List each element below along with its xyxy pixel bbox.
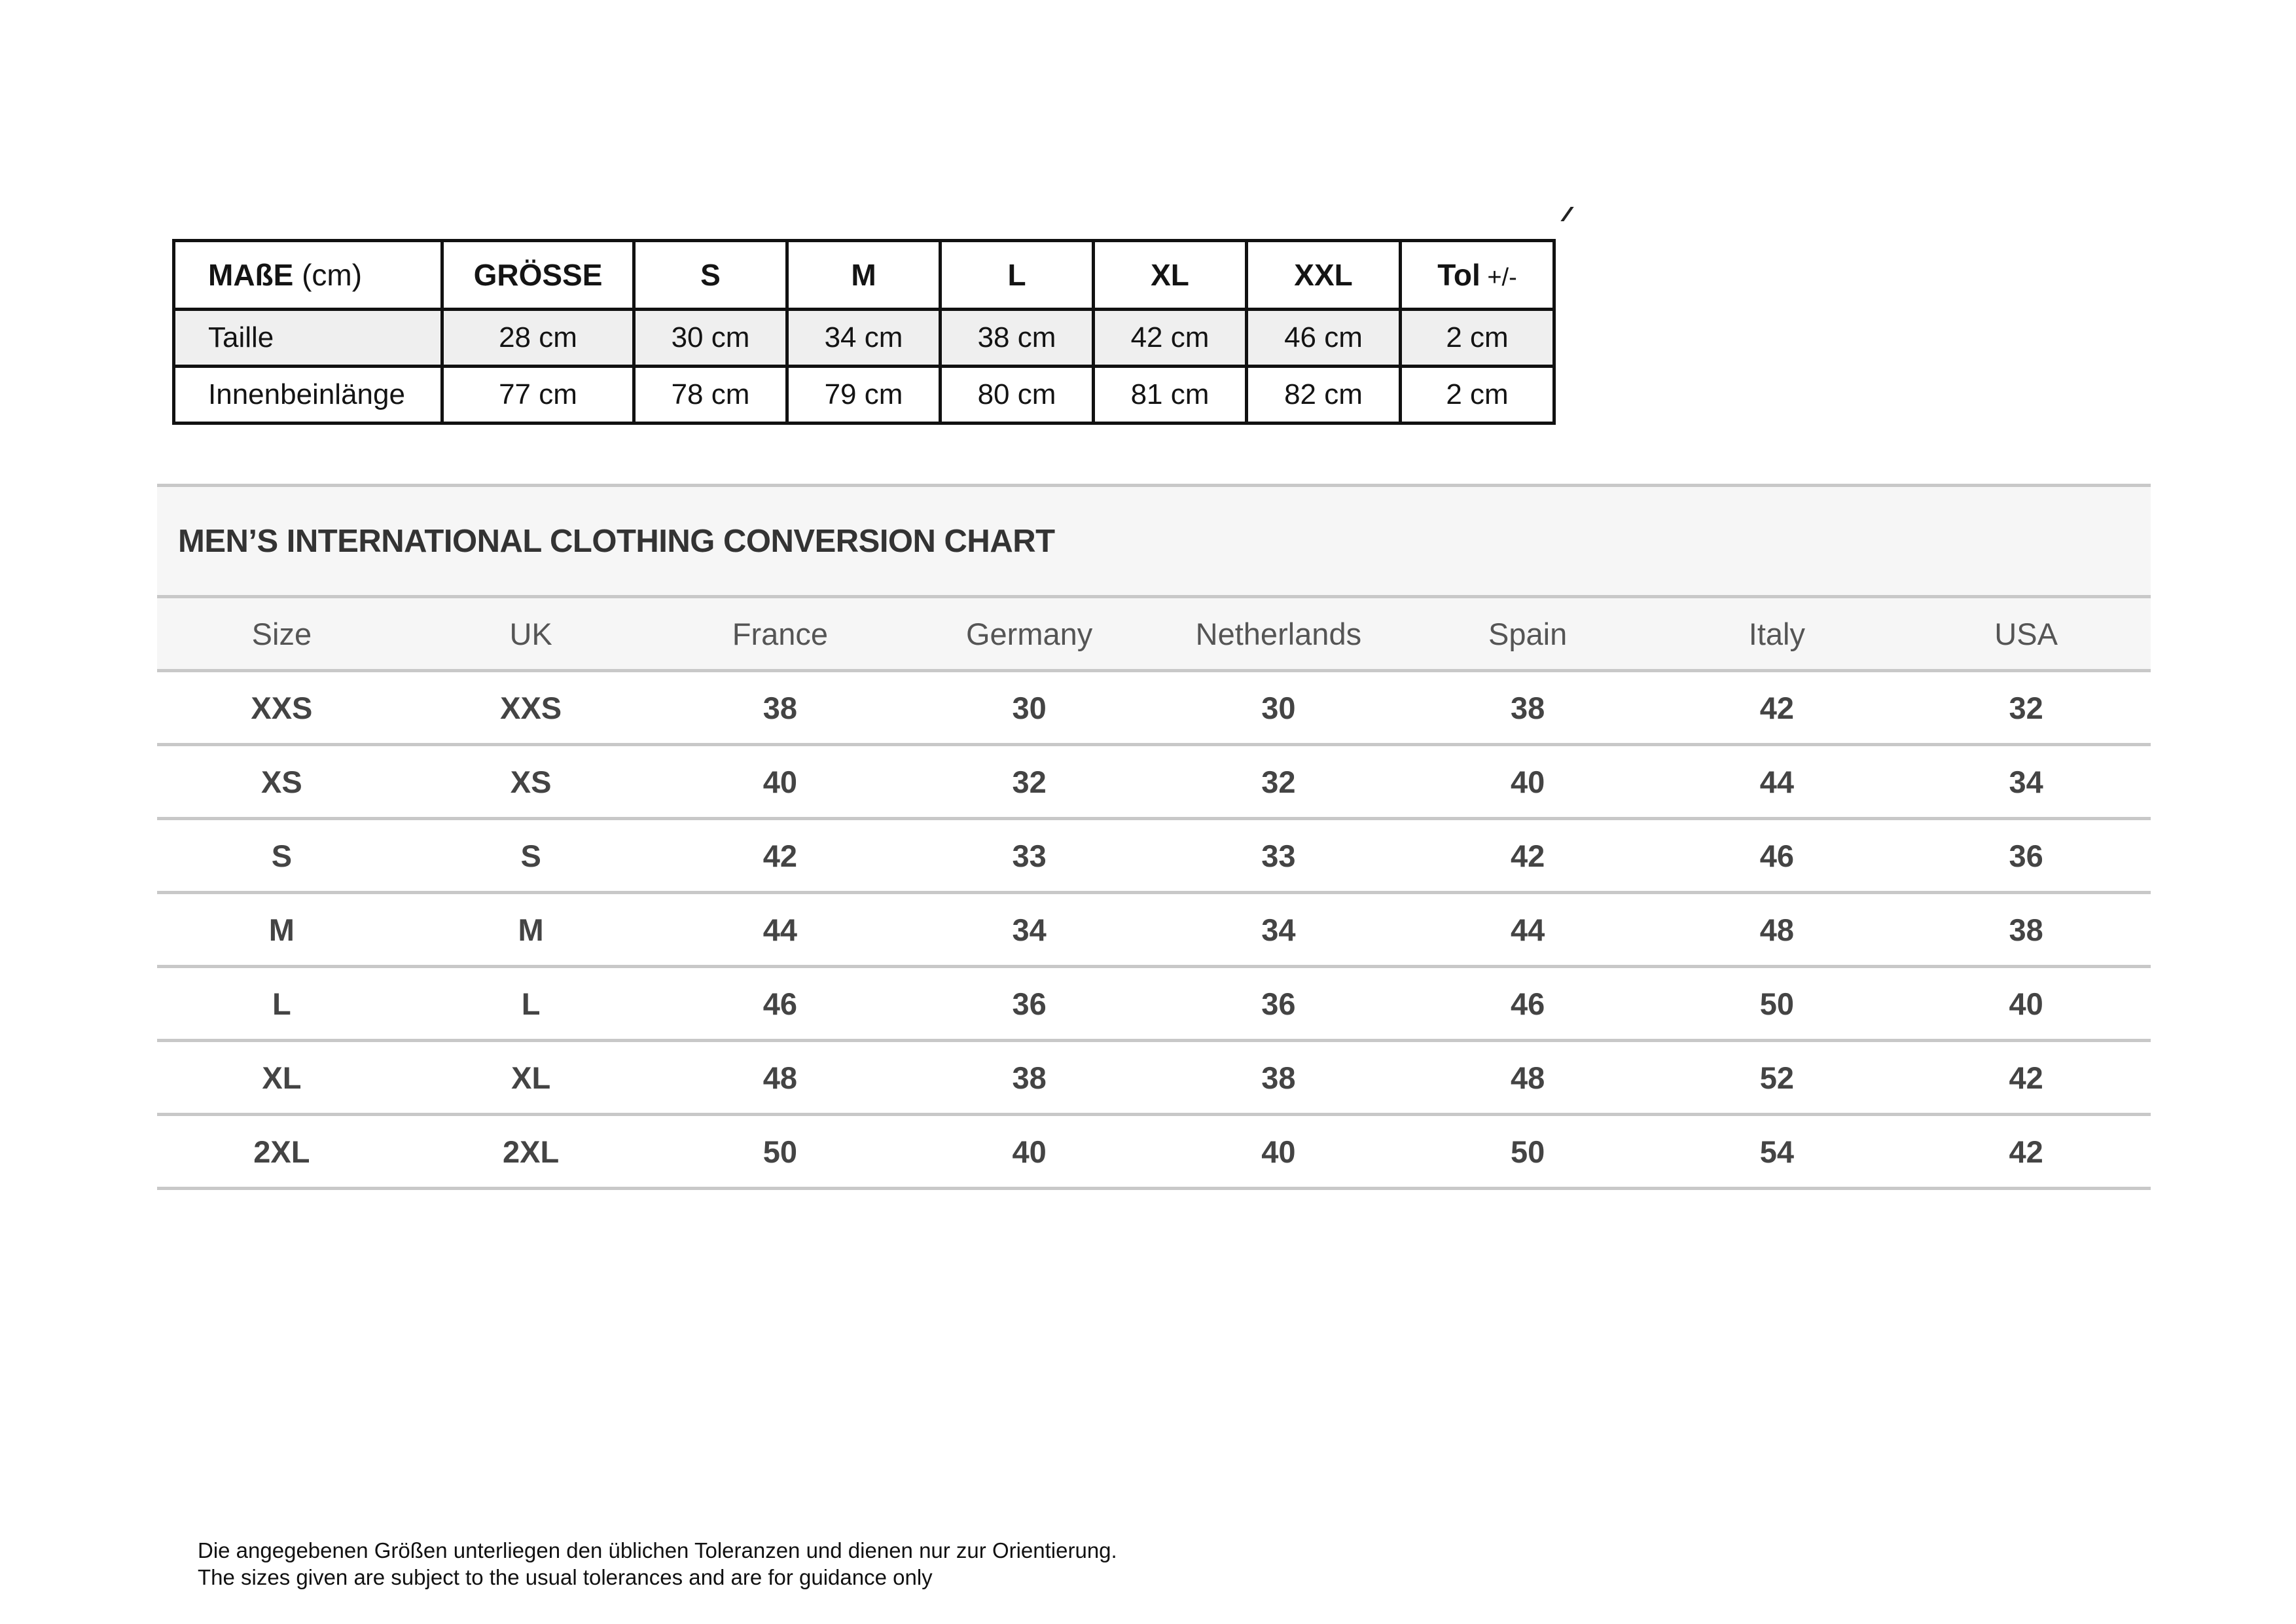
cell: XL <box>406 1041 656 1115</box>
cell: 34 <box>905 893 1154 967</box>
row-label: Innenbeinlänge <box>174 367 442 424</box>
cell: 44 <box>1403 893 1653 967</box>
table-row <box>157 671 2151 745</box>
cell: 38 <box>1403 671 1653 745</box>
cell: 36 <box>1901 819 2151 893</box>
header-size-l: L <box>941 241 1094 310</box>
measurement-row-waist <box>174 310 1554 367</box>
cell: 30 <box>1154 671 1403 745</box>
cell: 2 cm <box>1401 310 1554 367</box>
col-header-size: Size <box>157 598 406 671</box>
header-size-m: M <box>787 241 941 310</box>
col-header-spain: Spain <box>1403 598 1653 671</box>
cell: 44 <box>1653 745 1902 819</box>
conversion-chart <box>157 484 2151 1190</box>
col-header-france: France <box>656 598 905 671</box>
cell: 42 <box>1653 671 1902 745</box>
col-header-usa: USA <box>1901 598 2151 671</box>
header-measure-label <box>174 241 442 310</box>
cell: XXS <box>157 671 406 745</box>
table-row <box>157 967 2151 1041</box>
col-header-netherlands: Netherlands <box>1154 598 1403 671</box>
col-header-uk: UK <box>406 598 656 671</box>
conversion-header-row <box>157 598 2151 671</box>
col-header-germany: Germany <box>905 598 1154 671</box>
footnote <box>198 1537 1117 1591</box>
cell: 2XL <box>406 1115 656 1189</box>
cell: 50 <box>656 1115 905 1189</box>
cell: 42 <box>1901 1115 2151 1189</box>
cell: 46 <box>1403 967 1653 1041</box>
tolerance-sign: +/- <box>1480 264 1517 291</box>
cell: M <box>157 893 406 967</box>
cell: 32 <box>1901 671 2151 745</box>
cell: XS <box>157 745 406 819</box>
cell: 40 <box>1154 1115 1403 1189</box>
cell: L <box>157 967 406 1041</box>
cell: 44 <box>656 893 905 967</box>
measurement-row-inseam <box>174 367 1554 424</box>
header-tolerance <box>1401 241 1554 310</box>
cell: 46 <box>1653 819 1902 893</box>
header-size-xxl: XXL <box>1247 241 1401 310</box>
header-size-label: GRÖSSE <box>442 241 634 310</box>
cell: 38 <box>656 671 905 745</box>
cell: 34 <box>1154 893 1403 967</box>
cell: 38 <box>1901 893 2151 967</box>
measurement-header-row <box>174 241 1554 310</box>
measurement-table <box>172 239 1556 425</box>
cell: XL <box>157 1041 406 1115</box>
cell: 78 cm <box>634 367 787 424</box>
cell: 48 <box>656 1041 905 1115</box>
cell: 50 <box>1653 967 1902 1041</box>
stray-tick-mark <box>1560 207 1584 221</box>
cell: 50 <box>1403 1115 1653 1189</box>
cell: 33 <box>1154 819 1403 893</box>
conversion-table <box>157 598 2151 1190</box>
measure-label-bold: MAßE <box>208 258 294 292</box>
conversion-chart-title: MEN’S INTERNATIONAL CLOTHING CONVERSION CHART <box>178 523 1055 559</box>
cell: 33 <box>905 819 1154 893</box>
row-label: Taille <box>174 310 442 367</box>
cell: 32 <box>1154 745 1403 819</box>
cell: 42 cm <box>1094 310 1247 367</box>
footnote-german: Die angegebenen Größen unterliegen den üblichen Toleranzen und dienen nur zur Orientierung. <box>198 1538 1117 1562</box>
table-row <box>157 1041 2151 1115</box>
cell: 36 <box>905 967 1154 1041</box>
header-size-xl: XL <box>1094 241 1247 310</box>
cell: 32 <box>905 745 1154 819</box>
table-row <box>157 893 2151 967</box>
cell: 34 <box>1901 745 2151 819</box>
cell: 46 cm <box>1247 310 1401 367</box>
table-row <box>157 819 2151 893</box>
cell: 48 <box>1403 1041 1653 1115</box>
cell: 79 cm <box>787 367 941 424</box>
cell: 54 <box>1653 1115 1902 1189</box>
cell: 2 cm <box>1401 367 1554 424</box>
cell: 82 cm <box>1247 367 1401 424</box>
cell: 38 <box>905 1041 1154 1115</box>
cell: 77 cm <box>442 367 634 424</box>
table-row <box>157 745 2151 819</box>
cell: 42 <box>1403 819 1653 893</box>
cell: 46 <box>656 967 905 1041</box>
cell: 80 cm <box>941 367 1094 424</box>
cell: 42 <box>656 819 905 893</box>
measure-label-unit: (cm) <box>293 258 363 292</box>
cell: 30 <box>905 671 1154 745</box>
cell: 28 cm <box>442 310 634 367</box>
cell: 30 cm <box>634 310 787 367</box>
tolerance-label: Tol <box>1437 258 1480 292</box>
header-size-s: S <box>634 241 787 310</box>
cell: 2XL <box>157 1115 406 1189</box>
cell: 40 <box>1901 967 2151 1041</box>
col-header-italy: Italy <box>1653 598 1902 671</box>
cell: XXS <box>406 671 656 745</box>
cell: 40 <box>905 1115 1154 1189</box>
conversion-chart-title-bar <box>157 484 2151 598</box>
cell: 52 <box>1653 1041 1902 1115</box>
cell: 42 <box>1901 1041 2151 1115</box>
footnote-english: The sizes given are subject to the usual tolerances and are for guidance only <box>198 1565 933 1589</box>
cell: 40 <box>1403 745 1653 819</box>
cell: 34 cm <box>787 310 941 367</box>
cell: 36 <box>1154 967 1403 1041</box>
cell: 40 <box>656 745 905 819</box>
table-row <box>157 1115 2151 1189</box>
cell: M <box>406 893 656 967</box>
cell: 48 <box>1653 893 1902 967</box>
cell: 38 cm <box>941 310 1094 367</box>
cell: XS <box>406 745 656 819</box>
cell: L <box>406 967 656 1041</box>
cell: 81 cm <box>1094 367 1247 424</box>
cell: S <box>157 819 406 893</box>
cell: 38 <box>1154 1041 1403 1115</box>
cell: S <box>406 819 656 893</box>
